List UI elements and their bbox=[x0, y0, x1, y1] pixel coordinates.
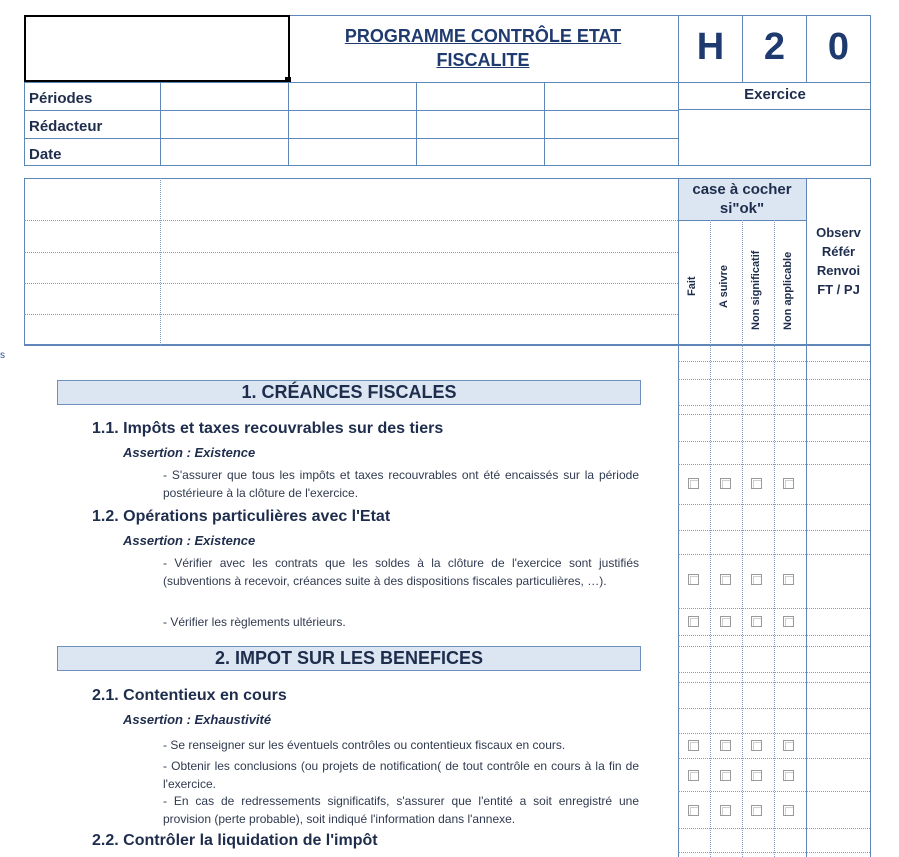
section-2-title: 2. IMPOT SUR LES BENEFICES bbox=[57, 646, 641, 671]
checkbox-non-significatif[interactable] bbox=[751, 574, 762, 585]
checkbox-fait[interactable] bbox=[688, 770, 699, 781]
observ-column-title: Observ Référ Renvoi FT / PJ bbox=[816, 225, 861, 297]
checkbox-fait[interactable] bbox=[688, 478, 699, 489]
checkbox-non-applicable[interactable] bbox=[783, 616, 794, 627]
checkbox-a-suivre[interactable] bbox=[720, 805, 731, 816]
code-letter-2: 2 bbox=[763, 26, 786, 68]
section-1-title: 1. CRÉANCES FISCALES bbox=[57, 380, 641, 405]
checkbox-non-significatif[interactable] bbox=[751, 616, 762, 627]
subsection-2-1-title: 2.1. Contentieux en cours bbox=[92, 687, 287, 704]
subsection-1-1-title: 1.1. Impôts et taxes recouvrables sur des tiers bbox=[92, 420, 444, 437]
checkbox-fait[interactable] bbox=[688, 574, 699, 585]
checkbox-non-applicable[interactable] bbox=[783, 770, 794, 781]
document-title: PROGRAMME CONTRÔLE ETAT FISCALITE bbox=[344, 26, 622, 70]
assertion-2-1: Assertion : Exhaustivité bbox=[123, 712, 272, 727]
checkbox-non-significatif[interactable] bbox=[751, 478, 762, 489]
subsection-1-2-title: 1.2. Opérations particulières avec l'Etat bbox=[92, 508, 391, 525]
code-letter-1: H bbox=[696, 26, 725, 68]
checkbox-non-applicable[interactable] bbox=[783, 805, 794, 816]
side-mark: s bbox=[0, 350, 5, 361]
checkbox-non-significatif[interactable] bbox=[751, 770, 762, 781]
checkbox-non-applicable[interactable] bbox=[783, 478, 794, 489]
col-non-applicable: Non applicable bbox=[782, 251, 794, 330]
col-a-suivre: A suivre bbox=[718, 264, 730, 308]
check-item-2-1-3: - En cas de redressements significatifs, s'assurer que l'entité a soit enregistré une provision (perte probable), soit indiqué l'information dans l'annexe. bbox=[163, 794, 639, 826]
checkbox-column-title: case à cocher si"ok" bbox=[692, 181, 792, 217]
checkbox-non-significatif[interactable] bbox=[751, 740, 762, 751]
assertion-1-2: Assertion : Existence bbox=[123, 533, 256, 548]
date-label: Date bbox=[29, 146, 62, 163]
checkbox-a-suivre[interactable] bbox=[720, 574, 731, 585]
checkbox-non-applicable[interactable] bbox=[783, 740, 794, 751]
periodes-label: Périodes bbox=[29, 90, 93, 107]
checkbox-fait[interactable] bbox=[688, 616, 699, 627]
check-item-2-1-2: - Obtenir les conclusions (ou projets de notification( de tout contrôle en cours à la fin de l'exercice. bbox=[163, 759, 639, 791]
checkbox-fait[interactable] bbox=[688, 805, 699, 816]
checkbox-fait[interactable] bbox=[688, 740, 699, 751]
checkbox-a-suivre[interactable] bbox=[720, 478, 731, 489]
col-fait: Fait bbox=[686, 276, 698, 296]
checkbox-non-significatif[interactable] bbox=[751, 805, 762, 816]
check-item-2-1-1: - Se renseigner sur les éventuels contrôles ou contentieux fiscaux en cours. bbox=[163, 738, 566, 752]
code-letter-3: 0 bbox=[827, 26, 850, 68]
redacteur-label: Rédacteur bbox=[29, 118, 103, 135]
col-non-significatif: Non significatif bbox=[750, 250, 762, 330]
logo-cell[interactable] bbox=[24, 15, 290, 82]
check-item-1-2-1: - Vérifier avec les contrats que les soldes à la clôture de l'exercice sont justifiés (subventions à recevoir, créances suite à des dispositions fiscales particulières, …). bbox=[163, 556, 639, 588]
assertion-1-1: Assertion : Existence bbox=[123, 445, 256, 460]
checkbox-a-suivre[interactable] bbox=[720, 740, 731, 751]
check-item-1-1-1: - S'assurer que tous les impôts et taxes recouvrables ont été encaissés sur la période postérieure à la clôture de l'exercice. bbox=[163, 468, 639, 500]
subsection-2-2-title: 2.2. Contrôler la liquidation de l'impôt bbox=[92, 832, 378, 849]
check-item-1-2-2: - Vérifier les règlements ultérieurs. bbox=[163, 615, 346, 629]
checkbox-a-suivre[interactable] bbox=[720, 616, 731, 627]
checkbox-non-applicable[interactable] bbox=[783, 574, 794, 585]
checkbox-a-suivre[interactable] bbox=[720, 770, 731, 781]
exercice-label: Exercice bbox=[744, 86, 806, 103]
